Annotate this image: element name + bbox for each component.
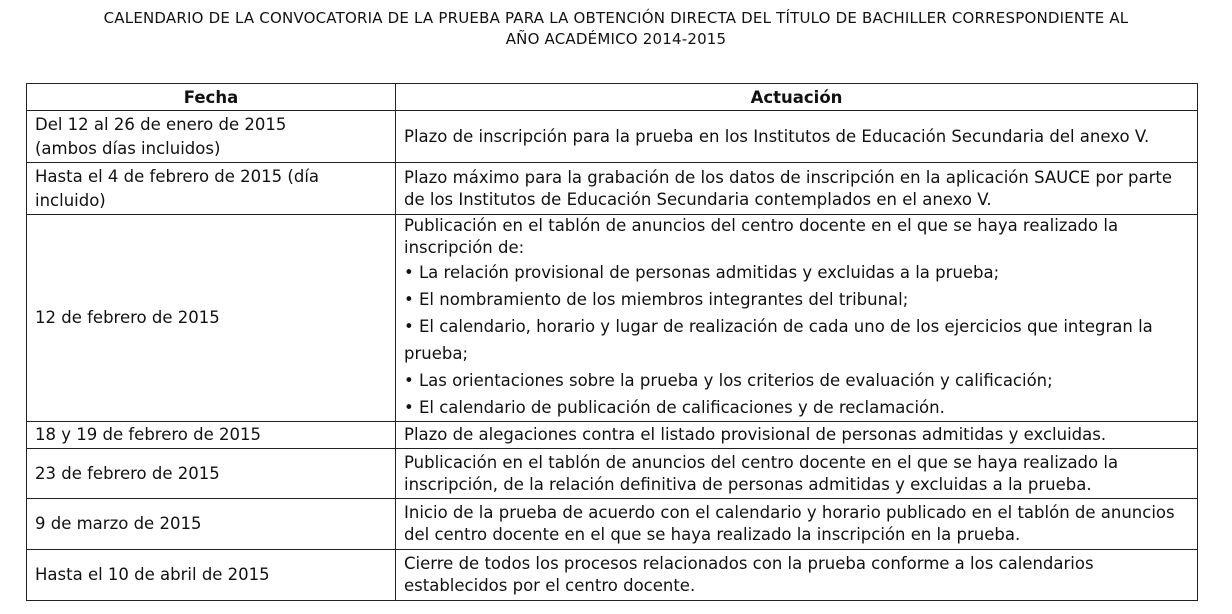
actuacion-cell: Plazo de alegaciones contra el listado provisional de personas admitidas y excluidas. xyxy=(396,422,1198,449)
table-row xyxy=(27,111,1198,163)
list-item: • Las orientaciones sobre la prueba y los criterios de evaluación y calificación; xyxy=(404,367,1189,394)
table-row xyxy=(27,449,1198,499)
title-line-1: CALENDARIO DE LA CONVOCATORIA DE LA PRUEBA PARA LA OBTENCIÓN DIRECTA DEL TÍTULO DE BACHILLER CORRESPONDIENTE AL xyxy=(103,9,1129,27)
actuacion-cell: Inicio de la prueba de acuerdo con el calendario y horario publicado en el tablón de anuncios del centro docente en el que se haya realizado la inscripción en la prueba. xyxy=(396,499,1198,550)
list-item: • El nombramiento de los miembros integrantes del tribunal; xyxy=(404,286,1189,313)
actuacion-cell xyxy=(396,215,1198,422)
table-row xyxy=(27,499,1198,550)
fecha-cell xyxy=(27,215,396,422)
fecha-cell xyxy=(27,499,396,550)
table-row xyxy=(27,422,1198,449)
fecha-text: 9 de marzo de 2015 xyxy=(35,514,202,533)
fecha-cell xyxy=(27,163,396,215)
fecha-text: Del 12 al 26 de enero de 2015 xyxy=(35,114,287,134)
actuacion-cell: Plazo de inscripción para la prueba en los Institutos de Educación Secundaria del anexo V. xyxy=(396,111,1198,163)
title-line-2: AÑO ACADÉMICO 2014-2015 xyxy=(505,30,727,48)
header-actuacion: Actuación xyxy=(396,84,1198,111)
fecha-text: 12 de febrero de 2015 xyxy=(35,308,220,327)
header-fecha: Fecha xyxy=(27,84,396,111)
table-row xyxy=(27,215,1198,422)
table-header-row xyxy=(27,84,1198,111)
actuacion-cell: Cierre de todos los procesos relacionados con la prueba conforme a los calendarios establecidos por el centro docente. xyxy=(396,550,1198,601)
fecha-cell xyxy=(27,422,396,449)
fecha-text: (ambos días incluidos) xyxy=(35,138,221,158)
fecha-cell xyxy=(27,550,396,601)
actuacion-cell: Plazo máximo para la grabación de los datos de inscripción en la aplicación SAUCE por parte de los Institutos de Educación Secundaria contemplados en el anexo V. xyxy=(396,163,1198,215)
fecha-text: Hasta el 10 de abril de 2015 xyxy=(35,565,270,584)
fecha-cell xyxy=(27,111,396,163)
table-row xyxy=(27,163,1198,215)
fecha-text: 18 y 19 de febrero de 2015 xyxy=(35,425,261,444)
fecha-cell xyxy=(27,449,396,499)
calendar-table xyxy=(26,83,1198,601)
table-row xyxy=(27,550,1198,601)
actuacion-cell: Publicación en el tablón de anuncios del centro docente en el que se haya realizado la inscripción, de la relación definitiva de personas admitidas y excluidas a la prueba. xyxy=(396,449,1198,499)
list-item: • La relación provisional de personas admitidas y excluidas a la prueba; xyxy=(404,259,1189,286)
fecha-text: 23 de febrero de 2015 xyxy=(35,463,220,483)
fecha-text: Hasta el 4 de febrero de 2015 (día incluido) xyxy=(35,166,320,210)
document-title xyxy=(0,8,1232,50)
list-item: • El calendario de publicación de calificaciones y de reclamación. xyxy=(404,394,1189,421)
list-item: • El calendario, horario y lugar de realización de cada uno de los ejercicios que integran la prueba; xyxy=(404,313,1189,367)
actuacion-intro: Publicación en el tablón de anuncios del centro docente en el que se haya realizado la inscripción de: xyxy=(404,216,1119,257)
